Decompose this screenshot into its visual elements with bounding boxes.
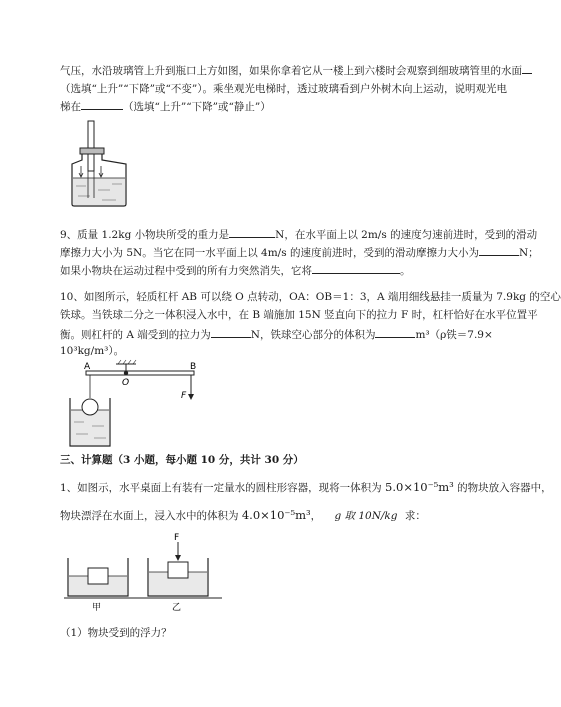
label-f-yi: F	[174, 533, 180, 543]
calc-q1-sub1	[60, 626, 172, 640]
volume-2: 4.0×10⁻⁵m³	[241, 508, 311, 522]
section3-title-text: 三、计算题（3 小题，每小题 10 分，共计 30 分）	[60, 454, 304, 466]
q10-text4: 10³kg/m³）。	[60, 345, 125, 357]
blank-10b[interactable]	[375, 326, 415, 338]
p8-line1	[60, 62, 532, 78]
q10-line2	[60, 308, 538, 322]
gravity-value: g 取 10N/kg	[334, 510, 398, 522]
section3-title	[60, 453, 304, 467]
calc-q1-line2	[60, 508, 426, 523]
q10-line1	[60, 290, 561, 304]
calc-q1-sub1-text: （1）物块受到的浮力？	[60, 627, 172, 639]
calc-q1-line1	[60, 480, 552, 495]
q9-text1a: 9、质量 1.2kg 小物块所受的重力是	[60, 229, 230, 241]
blank-9c[interactable]	[312, 262, 400, 274]
q10-line3	[60, 326, 493, 342]
bottle-figure	[68, 120, 138, 208]
blank-9a[interactable]	[229, 226, 275, 238]
q10-text2: 铁球。当铁球二分之一体积浸入水中，在 B 端施加 15N 竖直向下的拉力 F 时，杠杆恰好在水平位置平	[60, 309, 538, 321]
q9-text1b: N，在水平面上以 2m/s 的速度匀速前进时，受到的滑动	[275, 229, 538, 241]
blank-8b[interactable]	[81, 98, 123, 110]
q9-text2b: N；	[518, 247, 539, 259]
calc-q1-text1b: 的物块放入容器中，	[457, 482, 552, 494]
blank-9b[interactable]	[479, 244, 519, 256]
label-o: O	[122, 378, 130, 388]
volume-1: 5.0×10⁻⁵m³	[385, 480, 454, 494]
label-b: B	[190, 362, 197, 372]
q9-line3	[60, 262, 411, 278]
label-a: A	[84, 362, 91, 372]
p8-text3a: 梯在	[60, 101, 81, 113]
q9-text3b: 。	[400, 265, 411, 277]
calc-q1-text2a: 物块漂浮在水面上，浸入水中的体积为	[60, 510, 239, 522]
q9-line2	[60, 244, 539, 260]
q10-text1: 10、如图所示，轻质杠杆 AB 可以绕 O 点转动，OA：OB＝1：3，A 端用细线悬挂一质量为 7.9kg 的空心	[60, 291, 561, 303]
containers-figure	[64, 532, 224, 614]
calc-q1-text1a: 1、如图示，水平桌面上有装有一定量水的圆柱形容器，现将一体积为	[60, 482, 382, 494]
blank-8a[interactable]	[522, 62, 532, 74]
q10-line4	[60, 344, 124, 358]
blank-10a[interactable]	[211, 326, 251, 338]
p8-text3b: （选填“上升”“下降”或“静止”）	[123, 101, 271, 113]
q10-text3b: N，铁球空心部分的体积为	[250, 329, 376, 341]
label-jia: 甲	[92, 603, 102, 613]
p8-text2: （选填“上升”“下降”或“不变”）。乘坐观光电梯时，透过玻璃看到户外树木向上运动，说明观光电	[60, 83, 507, 95]
q10-text3c: m³（ρ铁＝7.9×	[415, 329, 493, 341]
q9-line1	[60, 226, 537, 242]
label-f: F	[181, 391, 187, 401]
p8-line3	[60, 98, 271, 114]
label-yi: 乙	[172, 603, 182, 613]
q9-text2a: 摩擦力大小为 5N。当它在同一水平面上以 4m/s 的速度前进时，受到的滑动摩擦力大小为	[60, 247, 479, 259]
calc-q1-text2b: ，	[310, 510, 322, 522]
lever-figure	[62, 360, 212, 450]
calc-q1-text2d: 求：	[404, 510, 426, 522]
p8-line2	[60, 80, 507, 96]
q9-text3a: 如果小物块在运动过程中受到的所有力突然消失，它将	[60, 265, 312, 277]
p8-text1: 气压，水沿玻璃管上升到瓶口上方如图，如果你拿着它从一楼上到六楼时会观察到细玻璃管里的水面	[60, 65, 522, 77]
q10-text3a: 衡。则杠杆的 A 端受到的拉力为	[60, 329, 211, 341]
